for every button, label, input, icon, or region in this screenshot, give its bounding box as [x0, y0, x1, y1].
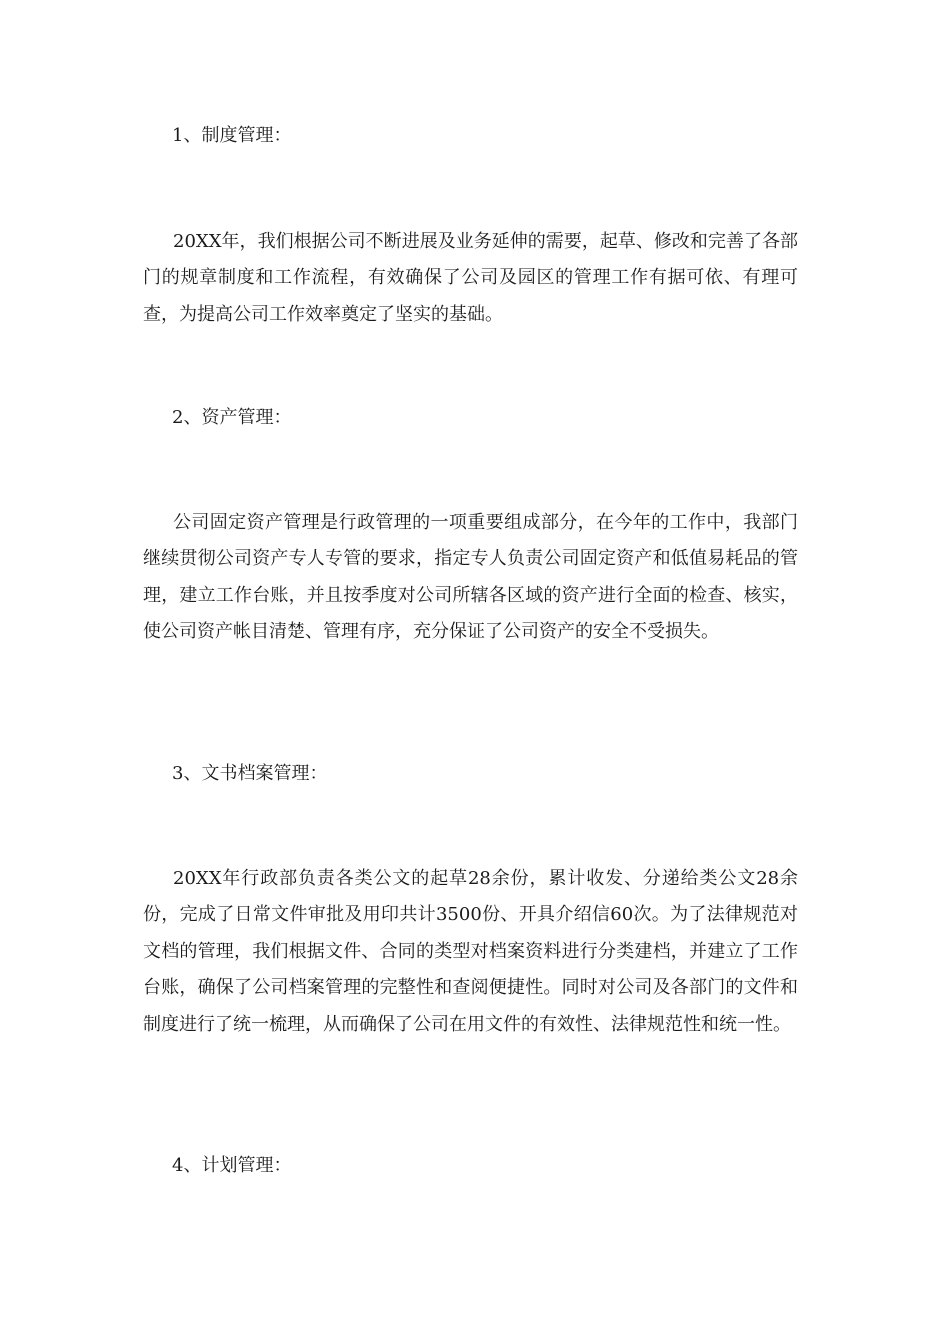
section-heading-3: 3、文书档案管理： [172, 763, 328, 784]
section-paragraph-1: 20XX年，我们根据公司不断进展及业务延伸的需要，起草、修改和完善了各部门的规章制度和工作流程，有效确保了公司及园区的管理工作有据可依、有理可查，为提高公司工作效率奠定了坚实的基础。 [143, 231, 798, 325]
section-heading-1: 1、制度管理： [172, 125, 292, 146]
section-paragraph-3: 20XX年行政部负责各类公文的起草28余份，累计收发、分递给类公文28余份，完成了日常文件审批及用印共计3500份、开具介绍信60次。为了法律规范对文档的管理，我们根据文件、合同的类型对档案资料进行分类建档，并建立了工作台账，确保了公司档案管理的完整性和查阅便捷性。同时对公司及各部门的文件和制度进行了统一梳理，从而确保了公司在用文件的有效性、法律规范性和统一性。 [143, 868, 798, 1035]
section-heading-4: 4、计划管理： [172, 1155, 292, 1176]
section-heading-2: 2、资产管理： [172, 407, 292, 428]
section-paragraph-2: 公司固定资产管理是行政管理的一项重要组成部分，在今年的工作中，我部门继续贯彻公司资产专人专管的要求，指定专人负责公司固定资产和低值易耗品的管理，建立工作台账，并且按季度对公司所辖各区域的资产进行全面的检查、核实，使公司资产帐目清楚、管理有序，充分保证了公司资产的安全不受损失。 [143, 512, 798, 643]
